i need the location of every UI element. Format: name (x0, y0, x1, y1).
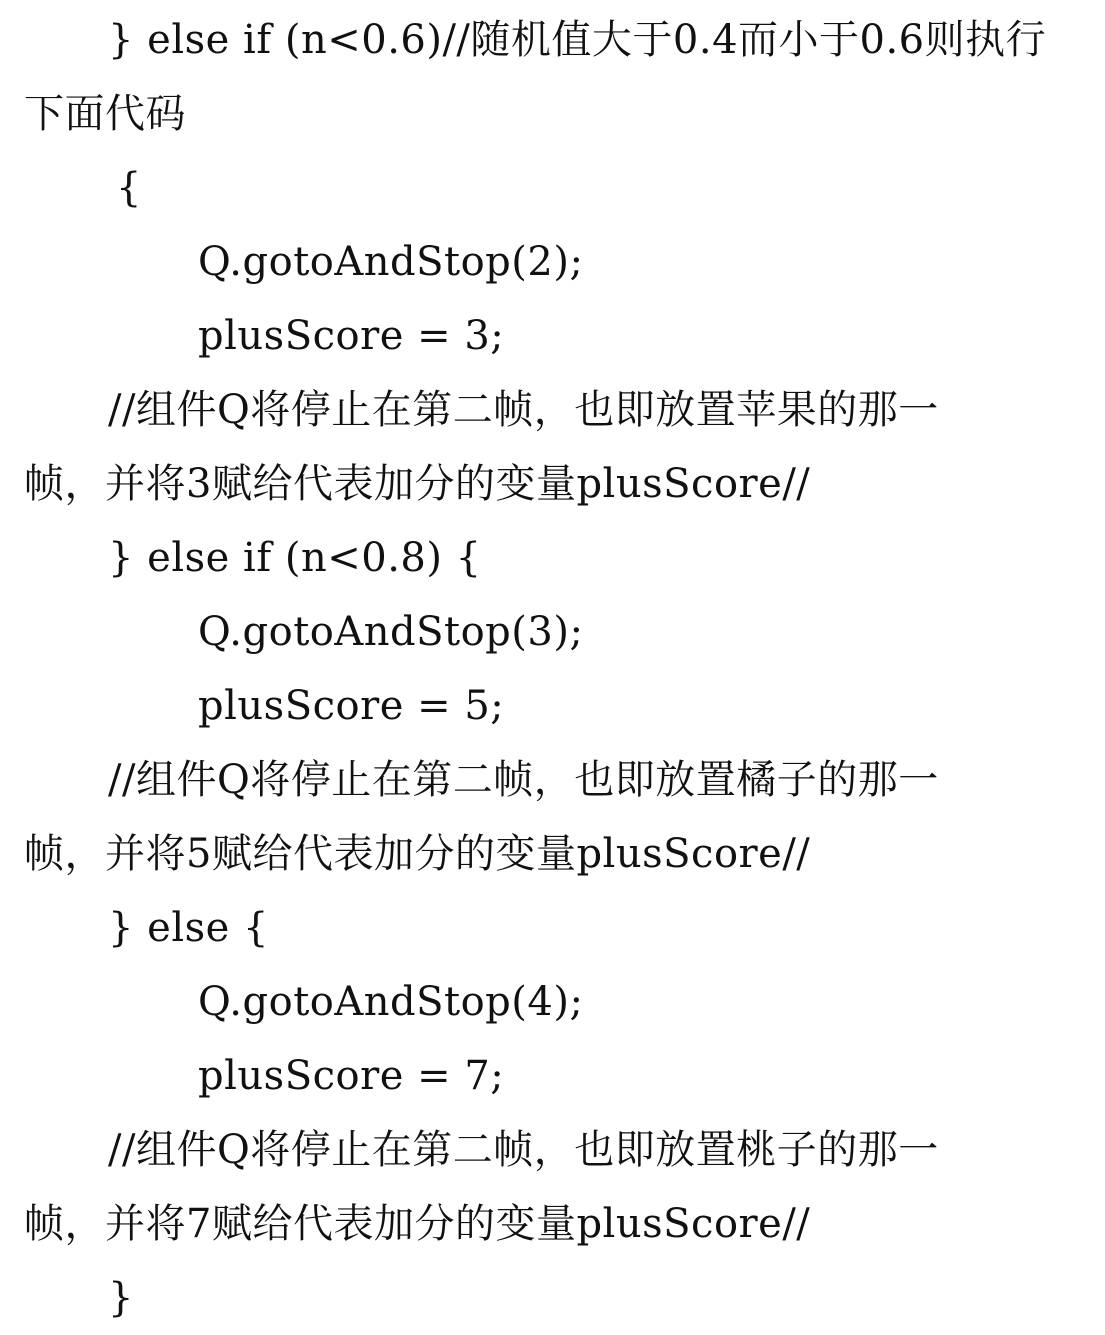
comment-apple: //组件Q将停止在第二帧，也即放置苹果的那一 (108, 387, 939, 433)
code-line-goto-2: Q.gotoAndStop(2); (198, 239, 584, 285)
comment-peach: //组件Q将停止在第二帧，也即放置桃子的那一 (108, 1127, 939, 1173)
code-line-plusscore-3: plusScore = 3; (198, 313, 505, 359)
comment-orange: //组件Q将停止在第二帧，也即放置橘子的那一 (108, 757, 939, 803)
comment-orange-continuation: 帧，并将5赋给代表加分的变量plusScore// (24, 831, 811, 877)
comment-peach-continuation: 帧，并将7赋给代表加分的变量plusScore// (24, 1201, 811, 1247)
close-brace: } (108, 1275, 134, 1321)
code-line-else: } else { (108, 905, 269, 951)
comment-apple-continuation: 帧，并将3赋给代表加分的变量plusScore// (24, 461, 811, 507)
open-brace: { (116, 165, 142, 211)
code-line-plusscore-7: plusScore = 7; (198, 1053, 505, 1099)
code-line-goto-4: Q.gotoAndStop(4); (198, 979, 584, 1025)
code-line-plusscore-5: plusScore = 5; (198, 683, 505, 729)
code-line-else-if-08: } else if (n<0.8) { (108, 535, 482, 581)
code-line-else-if-06: } else if (n<0.6)//随机值大于0.4而小于0.6则执行 (108, 17, 1047, 63)
code-line-goto-3: Q.gotoAndStop(3); (198, 609, 584, 655)
code-comment-continuation: 下面代码 (24, 91, 186, 137)
